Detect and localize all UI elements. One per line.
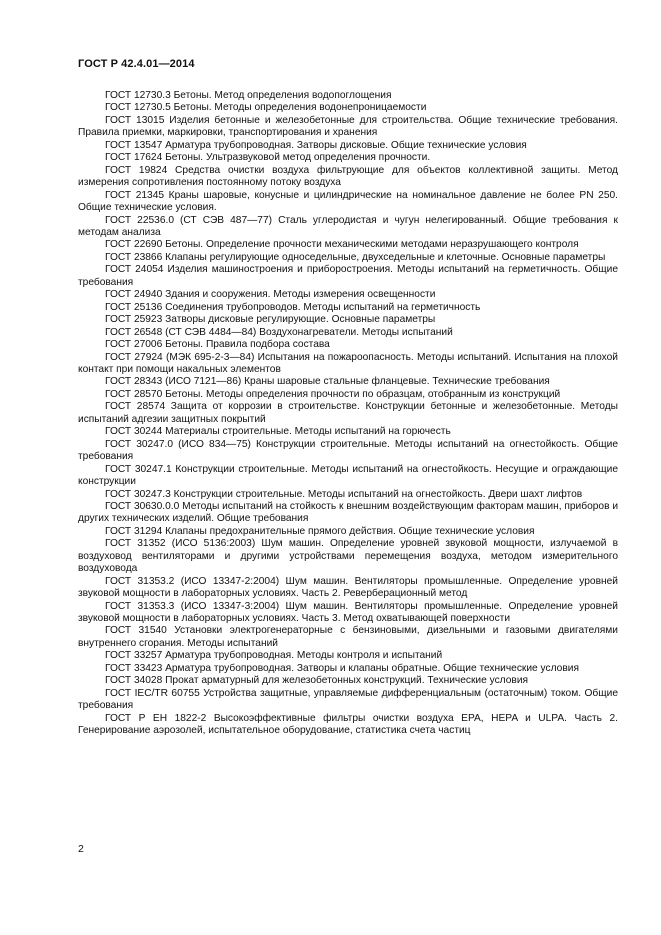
list-item: ГОСТ 12730.5 Бетоны. Методы определения водонепроницаемости	[105, 102, 427, 114]
list-item: ГОСТ 30247.0 (ИСО 834—75) Конструкции строительные. Методы испытаний на огнестойкость. Общие требования	[78, 438, 618, 463]
document-header: ГОСТ Р 42.4.01—2014	[78, 58, 195, 70]
list-item: ГОСТ 22536.0 (СТ СЭВ 487—77) Сталь углеродистая и чугун нелегированный. Общие требования к методам анализа	[78, 214, 618, 238]
list-item: ГОСТ 31353.2 (ИСО 13347-2:2004) Шум машин. Вентиляторы промышленные. Определение уровней звуковой мощности в лабораторных условиях. Часть 2. Реверберационный метод	[78, 575, 618, 600]
list-item: ГОСТ 30630.0.0 Методы испытаний на стойкость к внешним воздействующим факторам машин, приборов и других технических изделий. Общие требования	[78, 500, 619, 525]
list-item: ГОСТ 30244 Материалы строительные. Методы испытаний на горючесть	[105, 426, 451, 438]
list-item: ГОСТ 28570 Бетоны. Методы определения прочности по образцам, отобранным из конструкций	[105, 388, 561, 400]
list-item: ГОСТ 25136 Соединения трубопроводов. Методы испытаний на герметичность	[105, 301, 481, 313]
list-item: ГОСТ 19824 Средства очистки воздуха фильтрующие для объектов коллективной защиты. Метод измерения сопротивления постоянному потоку воздуха	[78, 164, 618, 189]
list-item: ГОСТ 26548 (СТ СЭВ 4484—84) Воздухонагреватели. Методы испытаний	[105, 326, 453, 338]
list-item: ГОСТ Р ЕН 1822-2 Высокоэффективные фильтры очистки воздуха EPA, HEPA и ULPA. Часть 2. Генерирование аэрозолей, испытательное оборудование, статистика счета частиц	[78, 712, 618, 737]
list-item: ГОСТ IEC/TR 60755 Устройства защитные, управляемые дифференциальным (остаточным) током. Общие требования	[78, 687, 618, 712]
standards-list	[78, 90, 618, 738]
list-item: ГОСТ 12730.3 Бетоны. Метод определения водопоглощения	[105, 90, 392, 101]
list-item: ГОСТ 13547 Арматура трубопроводная. Затворы дисковые. Общие технические условия	[105, 139, 527, 151]
list-item: ГОСТ 23866 Клапаны регулирующие односедельные, двухседельные и клеточные. Основные параметры	[105, 251, 606, 263]
list-item: ГОСТ 22690 Бетоны. Определение прочности механическими методами неразрушающего контроля	[105, 239, 579, 251]
list-item: ГОСТ 13015 Изделия бетонные и железобетонные для строительства. Общие технические требования. Правила приемки, маркировки, транспортирования и хранения	[78, 114, 618, 139]
list-item: ГОСТ 24940 Здания и сооружения. Методы измерения освещенности	[105, 289, 436, 301]
list-item: ГОСТ 33423 Арматура трубопроводная. Затворы и клапаны обратные. Общие технические условия	[105, 662, 579, 674]
list-item: ГОСТ 21345 Краны шаровые, конусные и цилиндрические на номинальное давление не более PN 250. Общие технические условия.	[78, 189, 618, 214]
list-item: ГОСТ 27006 Бетоны. Правила подбора состава	[105, 339, 330, 351]
list-item: ГОСТ 31353.3 (ИСО 13347-3:2004) Шум машин. Вентиляторы промышленные. Определение уровней звуковой мощности в лабораторных условиях. Часть 3. Метод охватывающей поверхности	[78, 600, 618, 625]
list-item: ГОСТ 31540 Установки электрогенераторные с бензиновыми, дизельными и газовыми двигателями внутреннего сгорания. Методы испытаний	[78, 625, 618, 649]
list-item: ГОСТ 27924 (МЭК 695-2-3—84) Испытания на пожароопасность. Методы испытаний. Испытания на плохой контакт при помощи накальных элементов	[78, 351, 618, 375]
list-item: ГОСТ 17624 Бетоны. Ультразвуковой метод определения прочности.	[105, 152, 431, 164]
list-item: ГОСТ 30247.1 Конструкции строительные. Методы испытаний на огнестойкость. Несущие и ограждающие конструкции	[78, 463, 618, 488]
list-item: ГОСТ 31352 (ИСО 5136:2003) Шум машин. Определение уровней звуковой мощности, излучаемой в воздуховод вентиляторами и другими устройствами перемещения воздуха, методом измерительного воздуховода	[78, 538, 618, 575]
list-item: ГОСТ 25923 Затворы дисковые регулирующие. Основные параметры	[105, 314, 436, 326]
list-item: ГОСТ 33257 Арматура трубопроводная. Методы контроля и испытаний	[105, 650, 443, 662]
list-item: ГОСТ 34028 Прокат арматурный для железобетонных конструкций. Технические условия	[105, 675, 529, 687]
list-item: ГОСТ 31294 Клапаны предохранительные прямого действия. Общие технические условия	[105, 525, 535, 537]
list-item: ГОСТ 28343 (ИСО 7121—86) Краны шаровые стальные фланцевые. Технические требования	[105, 376, 550, 388]
list-item: ГОСТ 30247.3 Конструкции строительные. Методы испытаний на огнестойкость. Двери шахт лифтов	[105, 488, 583, 500]
list-item: ГОСТ 28574 Защита от коррозии в строительстве. Конструкции бетонные и железобетонные. Методы испытаний адгезии защитных покрытий	[78, 401, 618, 425]
page-number: 2	[78, 843, 84, 855]
list-item: ГОСТ 24054 Изделия машиностроения и приборостроения. Методы испытаний на герметичность. Общие требования	[78, 264, 618, 288]
